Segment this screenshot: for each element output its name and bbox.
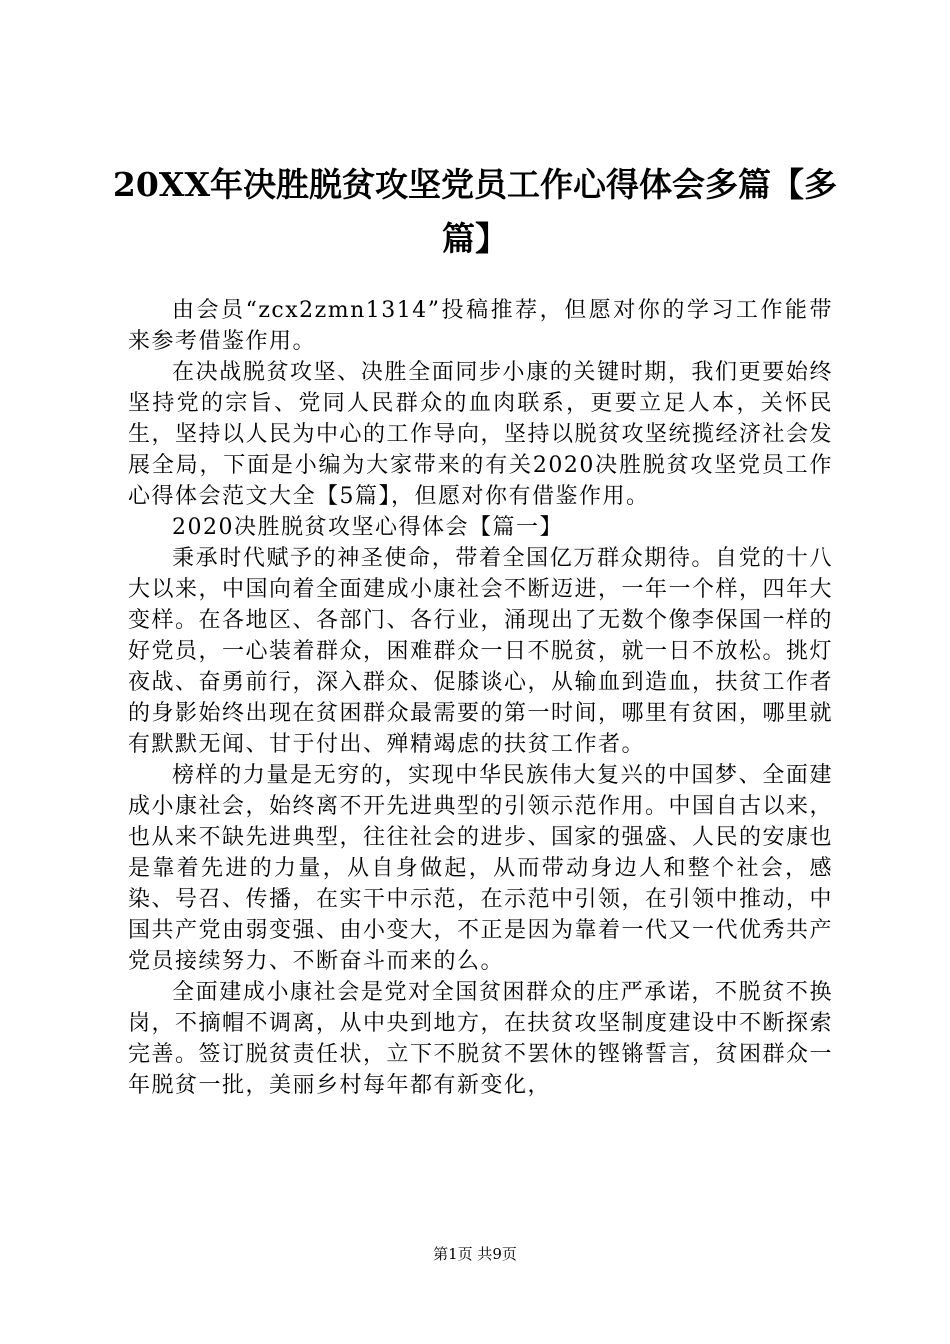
page-footer: 第1页 共9页 xyxy=(433,1245,517,1263)
paragraph: 秉承时代赋予的神圣使命，带着全国亿万群众期待。自党的十八大以来，中国向着全面建成小康社会不断迈进，一年一个样，四年大变样。在各地区、各部门、各行业，涌现出了无数个像李保国一样的好党员，一心装着群众，困难群众一日不脱贫，就一日不放松。挑灯夜战、奋勇前行，深入群众、促膝谈心，从输血到造血，扶贫工作者的身影始终出现在贫困群众最需要的第一时间，哪里有贫困，哪里就有默默无闻、甘于付出、殚精竭虑的扶贫工作者。 xyxy=(128,546,834,757)
paragraph-intro: 由会员“zcx2zmn1314”投稿推荐，但愿对你的学习工作能带来参考借鉴作用。 xyxy=(128,298,833,354)
paragraph: 榜样的力量是无穷的，实现中华民族伟大复兴的中国梦、全面建成小康社会，始终离不开先进典型的引领示范作用。中国自古以来，也从来不缺先进典型，往往社会的进步、国家的强盛、人民的安康也是靠着先进的力量，从自身做起，从而带动身边人和整个社会，感染、号召、传播，在实干中示范，在示范中引领，在引领中推动，中国共产党由弱变强、由小变大，不正是因为靠着一代又一代优秀共产党员接续努力、不断奋斗而来的么。 xyxy=(128,763,834,974)
paragraph-summary: 在决战脱贫攻坚、决胜全面同步小康的关键时期，我们更要始终坚持党的宗旨、党同人民群众的血肉联系，更要立足人本，关怀民生，坚持以人民为中心的工作导向，坚持以脱贫攻坚统揽经济社会发展全局，下面是小编为大家带来的有关2020决胜脱贫攻坚党员工作心得体会范文大全【5篇】，但愿对你有借鉴作用。 xyxy=(128,360,834,509)
document-title: 20XX年决胜脱贫攻坚党员工作心得体会多篇【多篇】 xyxy=(112,165,838,258)
section-heading: 2020决胜脱贫攻坚心得体会【篇一】 xyxy=(172,515,563,540)
paragraph: 全面建成小康社会是党对全国贫困群众的庄严承诺，不脱贫不换岗，不摘帽不调离，从中央到地方，在扶贫攻坚制度建设中不断探索完善。签订脱贫责任状，立下不脱贫不罢休的铿锵誓言，贫困群众一年脱贫一批，美丽乡村每年都有新变化， xyxy=(128,980,834,1098)
document-body xyxy=(128,295,833,1101)
